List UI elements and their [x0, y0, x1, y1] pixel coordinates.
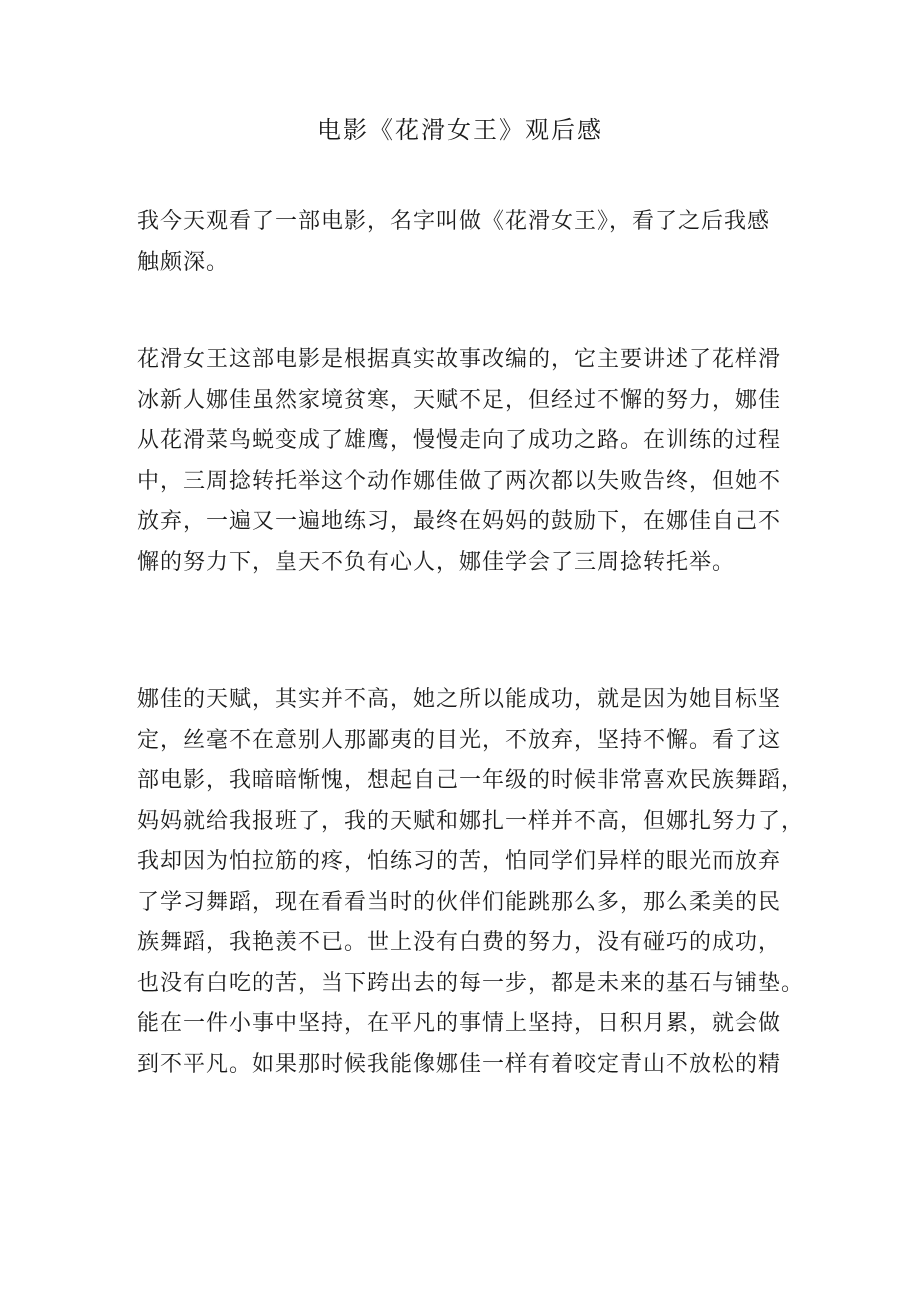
- text-line: 触颇深。: [137, 249, 230, 275]
- paragraph-summary: [137, 340, 807, 583]
- text-line: 我今天观看了一部电影，名字叫做《花滑女王》，看了之后我感: [137, 209, 771, 234]
- paragraph-intro: [137, 202, 807, 283]
- text-line: 部电影，我暗暗惭愧，想起自己一年级的时候非常喜欢民族舞蹈，: [137, 768, 805, 793]
- text-line: 娜佳的天赋，其实并不高，她之所以能成功，就是因为她目标坚: [137, 687, 782, 712]
- text-line: 我却因为怕拉筋的疼，怕练习的苦，怕同学们异样的眼光而放弃: [137, 849, 782, 874]
- paragraph-reflection: [137, 680, 807, 1085]
- text-line: 冰新人娜佳虽然家境贫寒，天赋不足，但经过不懈的努力，娜佳: [137, 387, 782, 413]
- text-line: 族舞蹈，我艳羡不已。世上没有白费的努力，没有碰巧的成功，: [137, 930, 782, 955]
- text-line: 能在一件小事中坚持，在平凡的事情上坚持，日积月累，就会做: [137, 1011, 782, 1036]
- text-line: 中，三周捻转托举这个动作娜佳做了两次都以失败告终，但她不: [137, 468, 782, 494]
- text-line: 放弃，一遍又一遍地练习，最终在妈妈的鼓励下，在娜佳自己不: [137, 509, 782, 534]
- text-line: 妈妈就给我报班了，我的天赋和娜扎一样并不高，但娜扎努力了，: [137, 808, 805, 834]
- text-line: 懈的努力下，皇天不负有心人，娜佳学会了三周捻转托举。: [137, 549, 736, 575]
- text-line: 到不平凡。如果那时候我能像娜佳一样有着咬定青山不放松的精: [137, 1051, 782, 1077]
- document-title: 电影《花滑女王》观后感: [317, 116, 603, 144]
- text-line: 了学习舞蹈，现在看看当时的伙伴们能跳那么多，那么柔美的民: [137, 889, 782, 915]
- text-line: 定，丝毫不在意别人那鄙夷的目光，不放弃，坚持不懈。看了这: [137, 727, 782, 753]
- text-line: 花滑女王这部电影是根据真实故事改编的，它主要讲述了花样滑: [137, 347, 782, 372]
- text-line: 也没有白吃的苦，当下跨出去的每一步，都是未来的基石与铺垫。: [137, 970, 805, 996]
- text-line: 从花滑菜鸟蜕变成了雄鹰，慢慢走向了成功之路。在训练的过程: [137, 428, 782, 453]
